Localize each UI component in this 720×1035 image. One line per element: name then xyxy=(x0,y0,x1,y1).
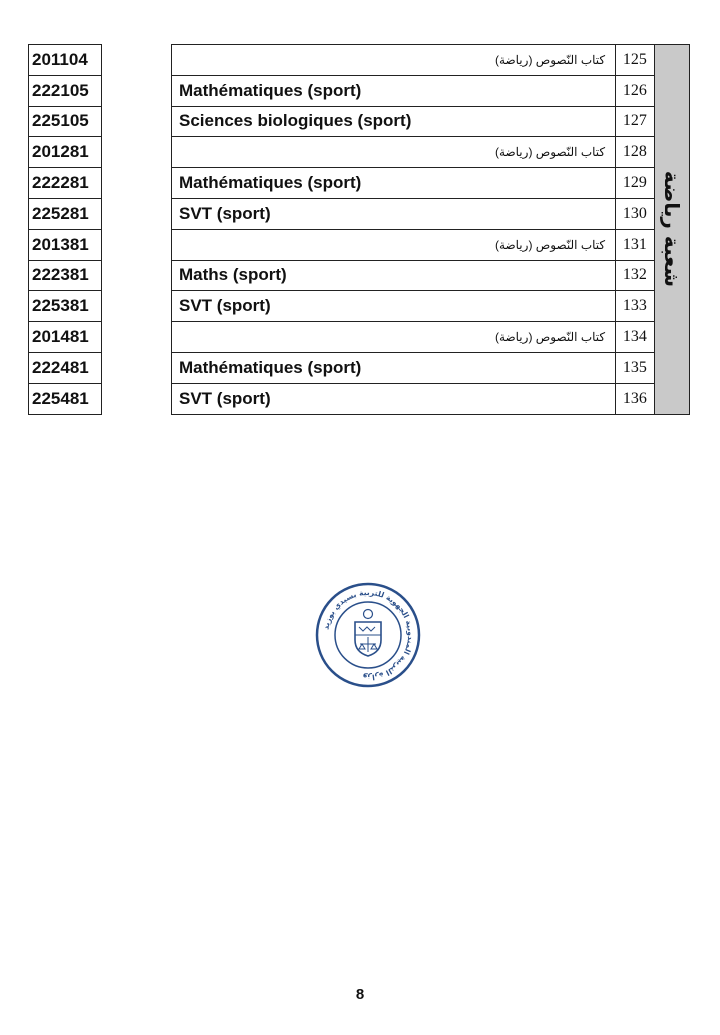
number-cell: 126 xyxy=(616,75,654,106)
table-row xyxy=(172,229,690,260)
table-row xyxy=(29,322,102,353)
table-row xyxy=(29,198,102,229)
table-row xyxy=(29,137,102,168)
number-cell: 129 xyxy=(616,168,654,199)
code-cell: 201281 xyxy=(29,137,102,168)
section-cell xyxy=(654,45,689,415)
code-cell: 201381 xyxy=(29,229,102,260)
table-row xyxy=(29,352,102,383)
table-row xyxy=(29,383,102,414)
table-row xyxy=(29,168,102,199)
code-cell: 225281 xyxy=(29,198,102,229)
code-cell: 222481 xyxy=(29,352,102,383)
title-cell: Sciences biologiques (sport) xyxy=(172,106,616,137)
title-cell: Mathématiques (sport) xyxy=(172,75,616,106)
code-cell: 222381 xyxy=(29,260,102,291)
title-cell: Mathématiques (sport) xyxy=(172,352,616,383)
table-row xyxy=(172,383,690,414)
table-row xyxy=(172,291,690,322)
table-row xyxy=(172,322,690,353)
page-number: 8 xyxy=(355,986,365,1003)
svg-text:وزارة التربية المندوبية الجهوي: وزارة التربية المندوبية الجهوية للتربية بسيدي بوزيد xyxy=(321,587,416,683)
code-cell: 222105 xyxy=(29,75,102,106)
title-cell: SVT (sport) xyxy=(172,383,616,414)
table-row xyxy=(29,229,102,260)
number-cell: 134 xyxy=(616,322,654,353)
table-row xyxy=(172,45,690,76)
table-row xyxy=(29,260,102,291)
table-row xyxy=(29,45,102,76)
title-cell: Maths (sport) xyxy=(172,260,616,291)
title-cell: SVT (sport) xyxy=(172,291,616,322)
table-row xyxy=(172,168,690,199)
table-row xyxy=(172,75,690,106)
table-row xyxy=(29,106,102,137)
table-row xyxy=(172,352,690,383)
number-cell: 135 xyxy=(616,352,654,383)
number-cell: 127 xyxy=(616,106,654,137)
number-cell: 133 xyxy=(616,291,654,322)
number-cell: 136 xyxy=(616,383,654,414)
number-cell: 125 xyxy=(616,45,654,76)
official-seal xyxy=(315,582,421,688)
table-row xyxy=(172,106,690,137)
codes-column xyxy=(28,44,102,415)
number-cell: 130 xyxy=(616,198,654,229)
code-cell: 222281 xyxy=(29,168,102,199)
section-label: شعبة رياضة xyxy=(659,171,684,288)
table-row xyxy=(172,137,690,168)
code-cell: 201104 xyxy=(29,45,102,76)
title-cell: SVT (sport) xyxy=(172,198,616,229)
title-cell: كتاب النّصوص (رياضة) xyxy=(172,322,616,353)
table-row xyxy=(172,198,690,229)
table-row xyxy=(172,260,690,291)
code-cell: 201481 xyxy=(29,322,102,353)
number-cell: 128 xyxy=(616,137,654,168)
code-cell: 225105 xyxy=(29,106,102,137)
seal-emblem-icon xyxy=(315,582,421,688)
books-table xyxy=(171,44,690,415)
title-cell: كتاب النّصوص (رياضة) xyxy=(172,137,616,168)
number-cell: 131 xyxy=(616,229,654,260)
title-cell: Mathématiques (sport) xyxy=(172,168,616,199)
code-cell: 225481 xyxy=(29,383,102,414)
title-cell: كتاب النّصوص (رياضة) xyxy=(172,229,616,260)
title-cell: كتاب النّصوص (رياضة) xyxy=(172,45,616,76)
table-row xyxy=(29,75,102,106)
number-cell: 132 xyxy=(616,260,654,291)
table-row xyxy=(29,291,102,322)
code-cell: 225381 xyxy=(29,291,102,322)
